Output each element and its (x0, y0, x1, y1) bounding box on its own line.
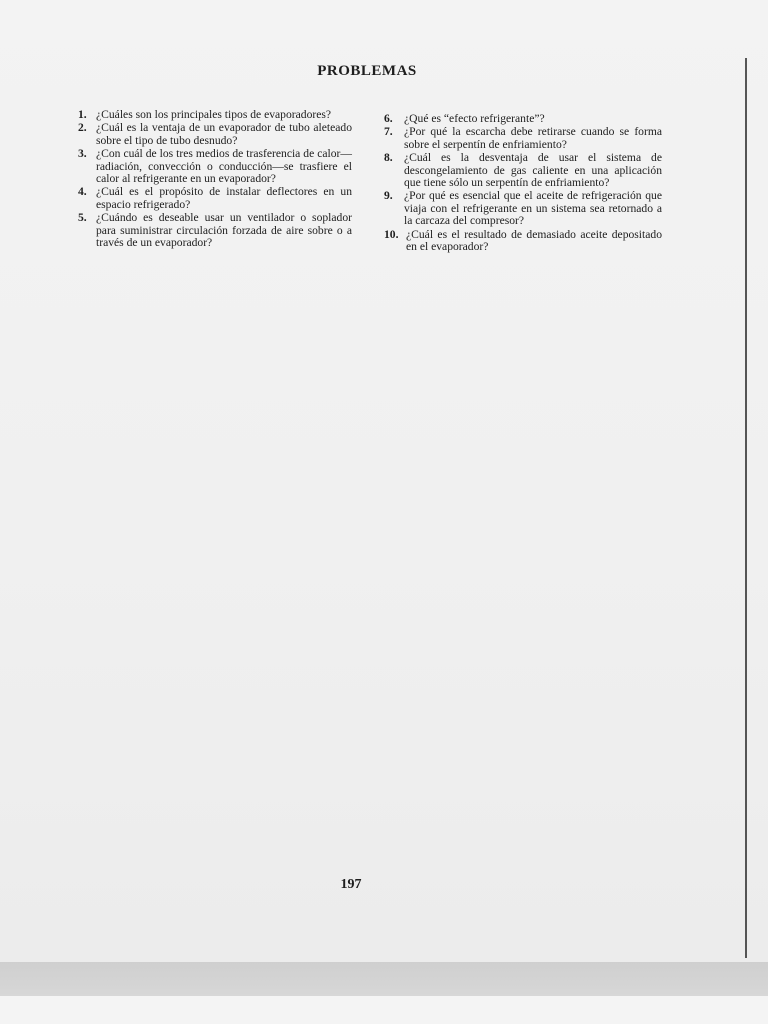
question-item (78, 148, 352, 185)
question-text: ¿Cuándo es deseable usar un ventilador o soplador para suministrar circulación forzada de aire sobre o a través de un evaporador? (96, 211, 352, 250)
question-number: 2. (78, 121, 87, 135)
question-text: ¿Cuál es la ventaja de un evaporador de tubo aleteado sobre el tipo de tubo desnudo? (96, 121, 352, 147)
page-edge-line (745, 58, 747, 958)
question-number: 1. (78, 108, 87, 121)
question-number: 10. (384, 227, 399, 241)
question-item (384, 113, 662, 125)
question-text: ¿Cuál es el propósito de instalar deflectores en un espacio refrigerado? (96, 185, 352, 211)
question-item (384, 229, 662, 254)
question-number: 3. (78, 147, 87, 161)
question-item (384, 190, 662, 227)
question-number: 4. (78, 185, 87, 199)
question-item (78, 109, 352, 121)
page-title: PROBLEMAS (317, 63, 417, 79)
question-number: 6. (384, 112, 393, 125)
question-item (384, 152, 662, 189)
question-text: ¿Cuál es el resultado de demasiado aceite depositado en el evaporador? (406, 227, 662, 254)
questions-left-column (78, 109, 352, 250)
question-text: ¿Cuál es la desventaja de usar el sistema de descongelamiento de gas caliente en una aplicación que tiene sólo un serpentín de enfriamiento? (404, 151, 662, 190)
question-text: ¿Cuáles son los principales tipos de evaporadores? (96, 108, 332, 121)
question-text: ¿Qué es “efecto refrigerante”? (404, 112, 545, 125)
question-item (78, 122, 352, 147)
question-text: ¿Por qué la escarcha debe retirarse cuando se forma sobre el serpentín de enfriamiento? (404, 125, 662, 151)
question-item (78, 186, 352, 211)
page-number: 197 (340, 877, 362, 892)
question-number: 5. (78, 211, 87, 225)
question-text: ¿Por qué es esencial que el aceite de refrigeración que viaja con el refrigerante en un sistema sea retornado a la carcaza del compresor? (404, 189, 662, 228)
scanner-bottom-band (0, 962, 768, 996)
question-item (384, 126, 662, 151)
question-number: 9. (384, 189, 393, 203)
scanner-bottom-strip (0, 996, 768, 1024)
questions-right-column (384, 113, 662, 254)
question-text: ¿Con cuál de los tres medios de trasferencia de calor—radiación, convección o conducción—se trasfiere el calor al refrigerante en un evaporador? (96, 147, 352, 186)
question-item (78, 212, 352, 249)
question-number: 8. (384, 151, 393, 165)
question-number: 7. (384, 125, 393, 139)
